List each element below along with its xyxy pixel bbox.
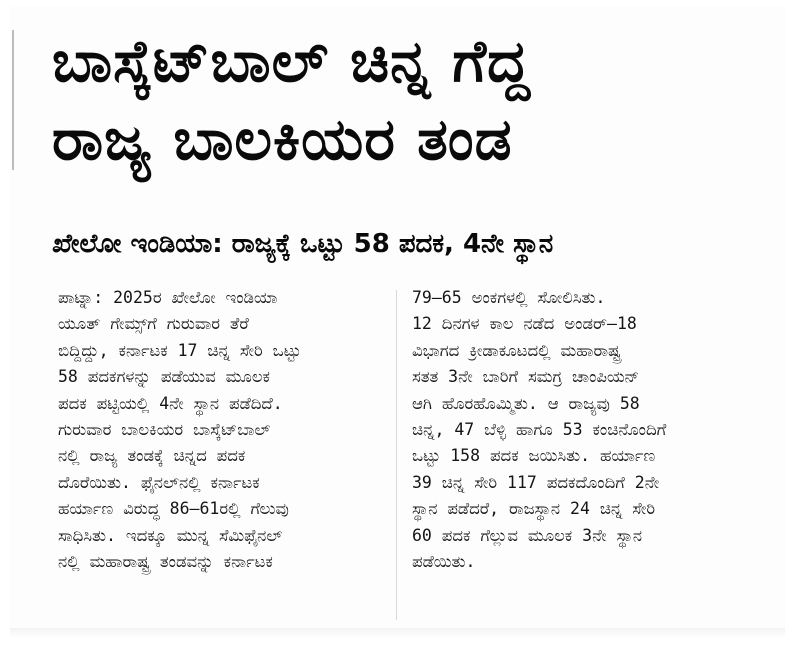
body-line: ಪದಕ ಪಟ್ಟಿಯಲ್ಲಿ 4ನೇ ಸ್ಥಾನ ಪಡೆದಿದೆ. xyxy=(58,393,283,413)
body-line: ಬಿದ್ದಿದ್ದು, ಕರ್ನಾಟಕ 17 ಚಿನ್ನ ಸೇರಿ ಒಟ್ಟು xyxy=(58,340,301,360)
column-rule xyxy=(12,30,14,170)
body-line: ಸತತ 3ನೇ ಬಾರಿಗೆ ಸಮಗ್ರ ಚಾಂಪಿಯನ್ xyxy=(412,367,640,387)
subheadline: ಖೇಲೋ ಇಂಡಿಯಾ: ರಾಜ್ಯಕ್ಕೆ ಒಟ್ಟು 58 ಪದಕ, 4ನೇ ಸ್ಥಾನ xyxy=(52,229,554,259)
body-line: ಸಾಧಿಸಿತು. ಇದಕ್ಕೂ ಮುನ್ನ ಸೆಮಿಫೈನಲ್ xyxy=(58,525,283,545)
body-line: ನಲ್ಲಿ ರಾಜ್ಯ ತಂಡಕ್ಕೆ ಚಿನ್ನದ ಪದಕ xyxy=(58,446,246,466)
article-column-left xyxy=(58,285,388,575)
body-line: 79–65 ಅಂಕಗಳಲ್ಲಿ ಸೋಲಿಸಿತು. xyxy=(412,288,606,307)
body-line: ಪಡೆಯಿತು. xyxy=(412,552,476,572)
headline-line: ರಾಜ್ಯ ಬಾಲಕಿಯರ ತಂಡ xyxy=(52,105,513,173)
body-line: 60 ಪದಕ ಗೆಲ್ಲುವ ಮೂಲಕ 3ನೇ ಸ್ಥಾನ xyxy=(412,525,643,545)
body-line: 58 ಪದಕಗಳನ್ನು ಪಡೆಯುವ ಮೂಲಕ xyxy=(58,367,270,387)
body-line: 39 ಚಿನ್ನ ಸೇರಿ 117 ಪದಕದೊಂದಿಗೆ 2ನೇ xyxy=(412,472,660,492)
page-edge-shadow xyxy=(10,628,785,638)
body-line: ಪಾಟ್ನಾ: 2025ರ ಖೇಲೋ ಇಂಡಿಯಾ xyxy=(58,288,278,307)
body-line: 12 ದಿನಗಳ ಕಾಲ ನಡೆದ ಅಂಡರ್–18 xyxy=(412,314,637,334)
body-line: ಗುರುವಾರ ಬಾಲಕಿಯರ ಬಾಸ್ಕೆಟ್‌ಬಾಲ್ xyxy=(58,420,271,440)
article-column-right xyxy=(412,285,742,575)
body-line: ಹರ್ಯಾಣ ವಿರುದ್ಧ 86–61ರಲ್ಲಿ ಗೆಲುವು xyxy=(58,499,289,519)
body-line: ಸ್ಥಾನ ಪಡೆದರೆ, ರಾಜಸ್ಥಾನ 24 ಚಿನ್ನ ಸೇರಿ xyxy=(412,499,656,519)
body-line: ಚಿನ್ನ, 47 ಬೆಳ್ಳಿ ಹಾಗೂ 53 ಕಂಚಿನೊಂದಿಗೆ xyxy=(412,420,667,440)
body-line: ನಲ್ಲಿ ಮಹಾರಾಷ್ಟ್ರ ತಂಡವನ್ನು ಕರ್ನಾಟಕ xyxy=(58,552,273,572)
headline-line: ಬಾಸ್ಕೆಟ್‌ಬಾಲ್ ಚಿನ್ನ ಗೆದ್ದ xyxy=(52,27,531,95)
body-line: ಒಟ್ಟು 158 ಪದಕ ಜಯಿಸಿತು. ಹರ್ಯಾಣ xyxy=(412,446,656,466)
headline xyxy=(52,22,772,178)
body-line: ದೊರೆಯಿತು. ಫೈನಲ್‌ನಲ್ಲಿ ಕರ್ನಾಟಕ xyxy=(58,472,260,492)
body-line: ಆಗಿ ಹೊರಹೊಮ್ಮಿತು. ಆ ರಾಜ್ಯವು 58 xyxy=(412,393,640,413)
body-line: ಯೂತ್ ಗೇಮ್ಸ್‌ಗೆ ಗುರುವಾರ ತೆರೆ xyxy=(58,314,249,334)
column-divider xyxy=(396,290,397,620)
body-line: ವಿಭಾಗದ ಕ್ರೀಡಾಕೂಟದಲ್ಲಿ ಮಹಾರಾಷ್ಟ್ರ xyxy=(412,340,621,360)
